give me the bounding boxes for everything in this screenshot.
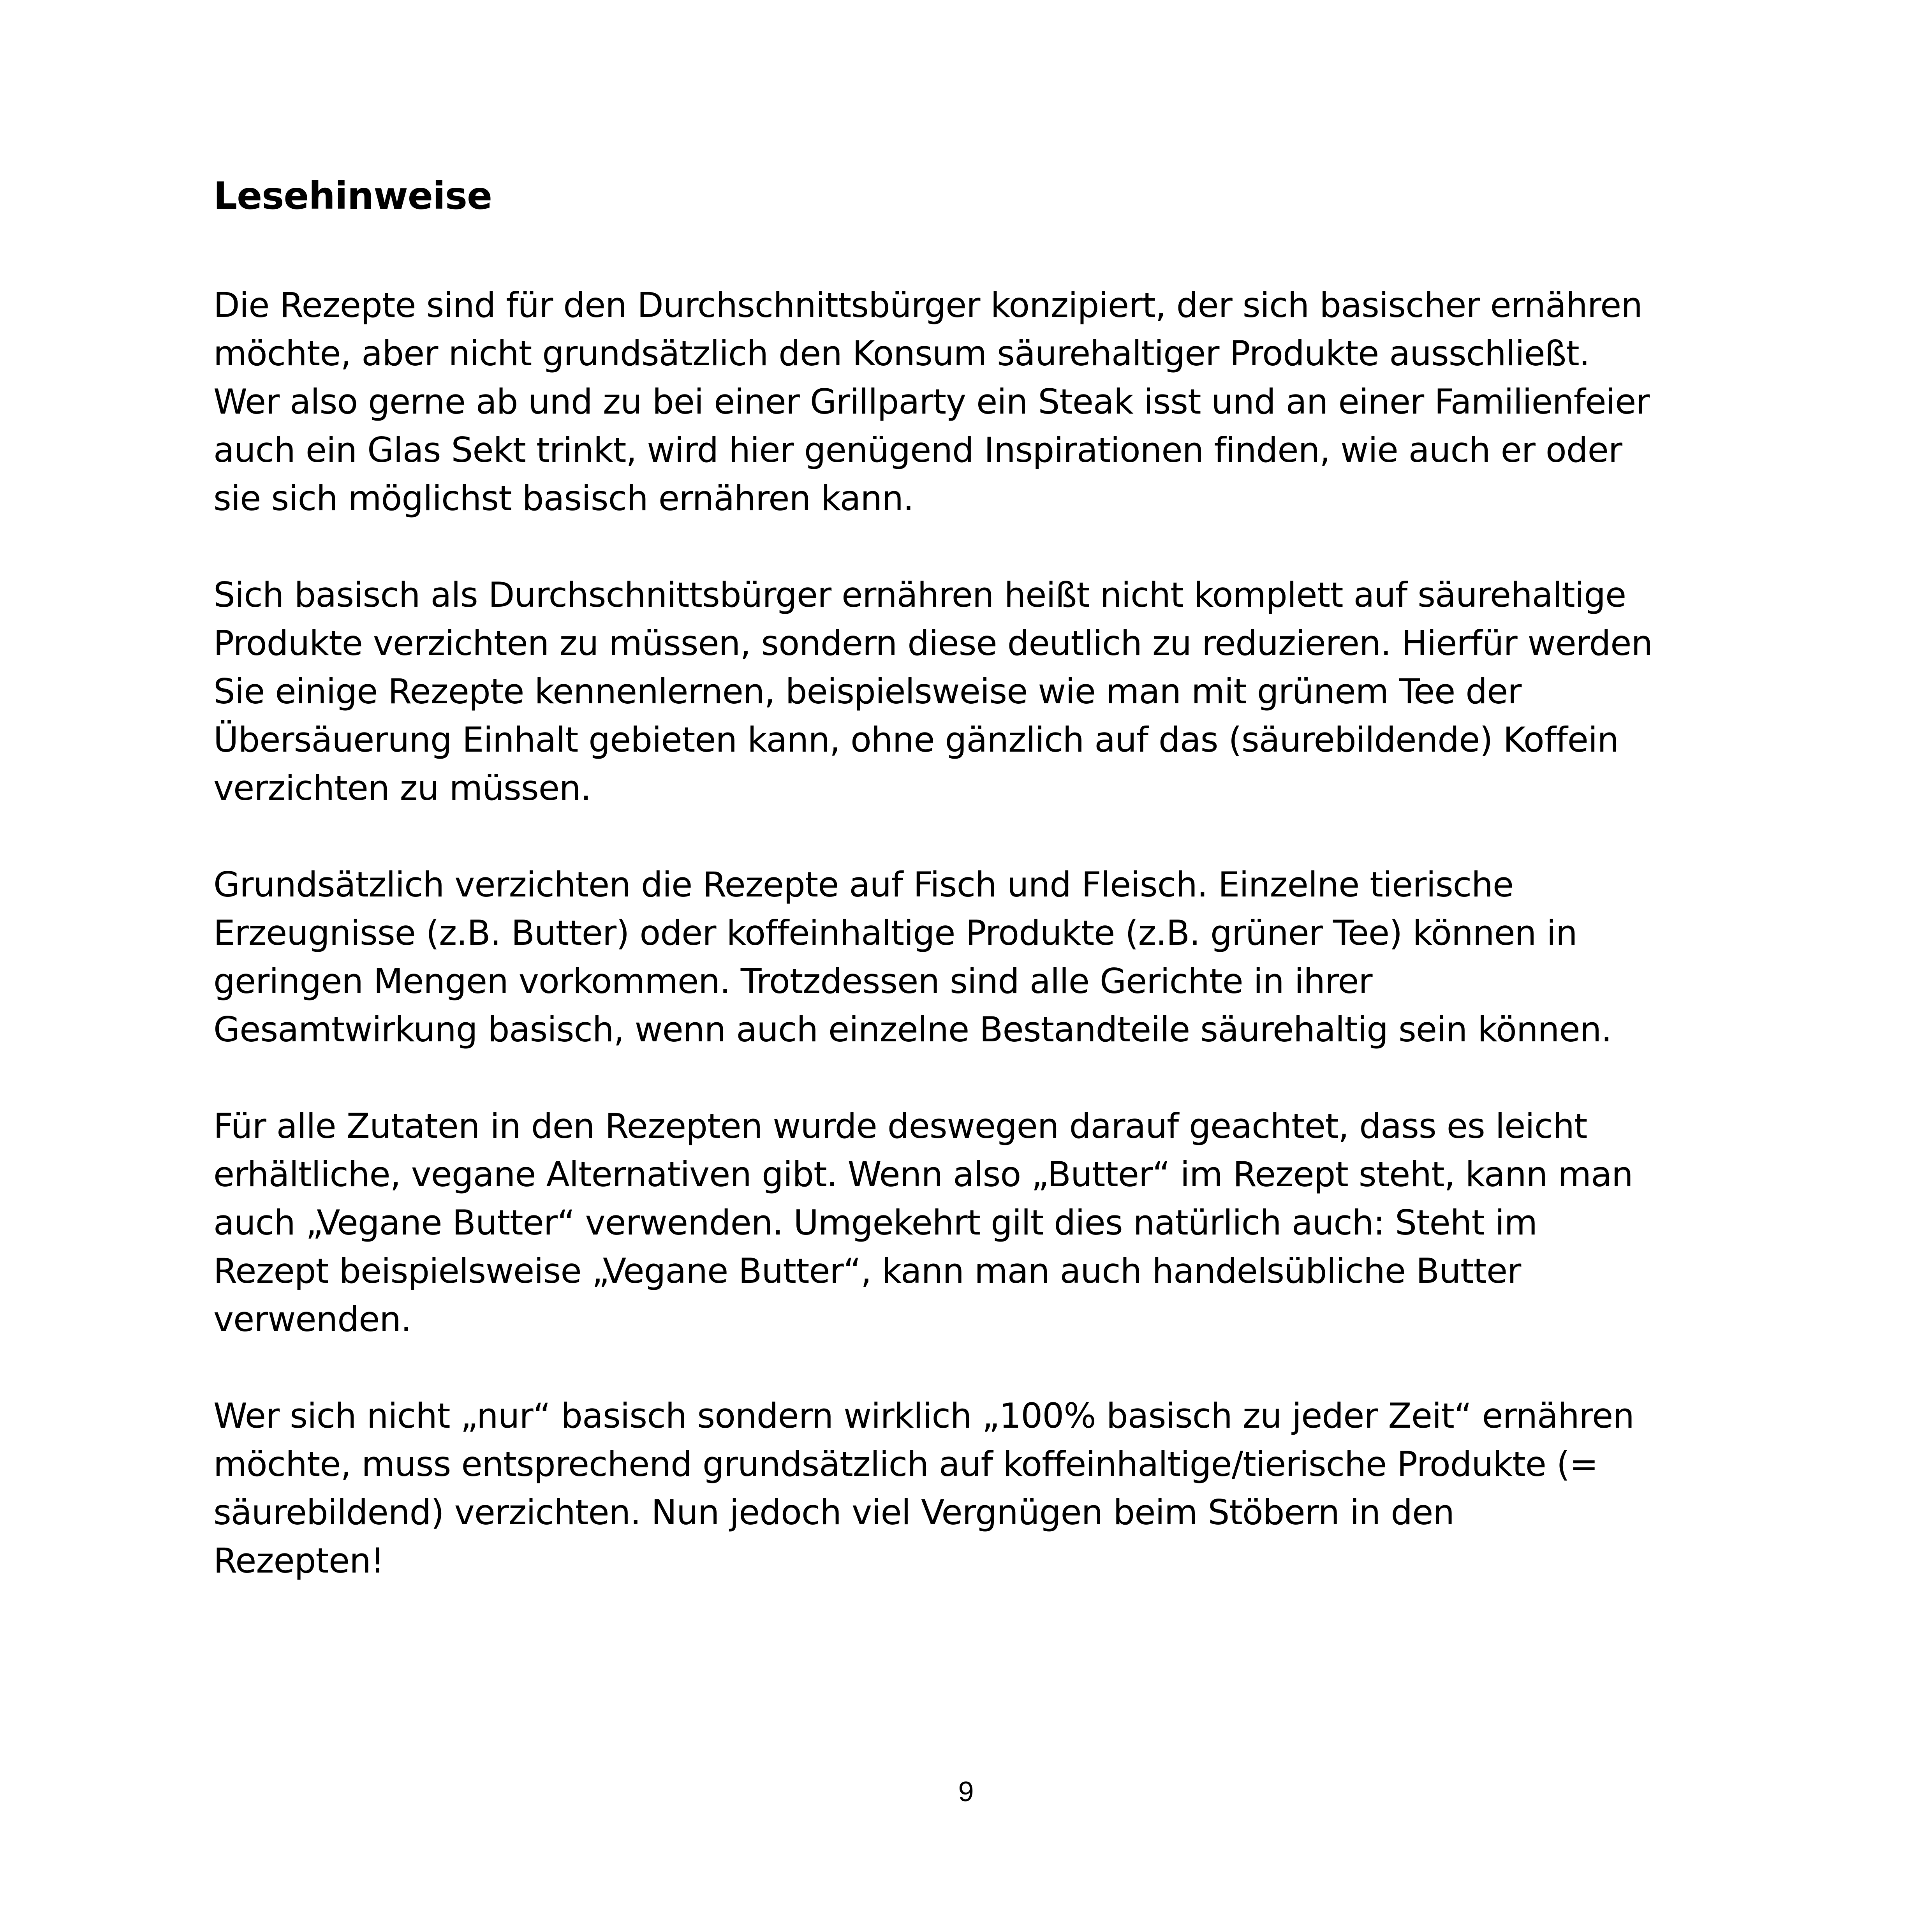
text-line: Übersäuerung Einhalt gebieten kann, ohne gänzlich auf das (säurebildende) Koffein: [213, 720, 1619, 760]
text-line: möchte, aber nicht grundsätzlich den Konsum säurehaltiger Produkte ausschließt.: [213, 333, 1590, 373]
text-line: Erzeugnisse (z.B. Butter) oder koffeinhaltige Produkte (z.B. grüner Tee) können in: [213, 913, 1577, 953]
text-line: Wer also gerne ab und zu bei einer Grillparty ein Steak isst und an einer Familienfeier: [213, 382, 1650, 422]
text-line: geringen Mengen vorkommen. Trotzdessen sind alle Gerichte in ihrer: [213, 961, 1372, 1001]
body-text: [213, 281, 1826, 1633]
text-line: erhältliche, vegane Alternativen gibt. Wenn also „Butter“ im Rezept steht, kann man: [213, 1154, 1633, 1194]
text-line: verzichten zu müssen.: [213, 768, 591, 808]
page-heading: Lesehinweise: [213, 174, 492, 218]
text-line: Grundsätzlich verzichten die Rezepte auf Fisch und Fleisch. Einzelne tierische: [213, 865, 1514, 905]
paragraph-1: [213, 281, 1826, 523]
page-number: 9: [958, 1776, 974, 1807]
text-line: Produkte verzichten zu müssen, sondern diese deutlich zu reduzieren. Hierfür werden: [213, 623, 1653, 663]
paragraph-3: [213, 861, 1826, 1054]
text-line: Sie einige Rezepte kennenlernen, beispielsweise wie man mit grünem Tee der: [213, 671, 1522, 712]
text-line: verwenden.: [213, 1299, 412, 1339]
text-line: Gesamtwirkung basisch, wenn auch einzelne Bestandteile säurehaltig sein können.: [213, 1009, 1612, 1050]
text-line: möchte, muss entsprechend grundsätzlich auf koffeinhaltige/tierische Produkte (=: [213, 1444, 1598, 1484]
text-line: Die Rezepte sind für den Durchschnittsbürger konzipiert, der sich basischer ernähren: [213, 285, 1642, 325]
text-line: Rezepten!: [213, 1541, 384, 1581]
paragraph-2: [213, 571, 1826, 812]
paragraph-4: [213, 1102, 1826, 1344]
text-line: sie sich möglichst basisch ernähren kann.: [213, 478, 914, 518]
text-line: auch ein Glas Sekt trinkt, wird hier genügend Inspirationen finden, wie auch er oder: [213, 430, 1622, 470]
text-line: Rezept beispielsweise „Vegane Butter“, kann man auch handelsübliche Butter: [213, 1251, 1521, 1291]
text-line: Für alle Zutaten in den Rezepten wurde deswegen darauf geachtet, dass es leicht: [213, 1106, 1587, 1146]
paragraph-5: [213, 1392, 1826, 1585]
text-line: auch „Vegane Butter“ verwenden. Umgekehrt gilt dies natürlich auch: Steht im: [213, 1203, 1537, 1243]
text-line: säurebildend) verzichten. Nun jedoch viel Vergnügen beim Stöbern in den: [213, 1492, 1455, 1532]
text-line: Wer sich nicht „nur“ basisch sondern wirklich „100% basisch zu jeder Zeit“ ernähren: [213, 1396, 1634, 1436]
text-line: Sich basisch als Durchschnittsbürger ernähren heißt nicht komplett auf säurehaltige: [213, 575, 1626, 615]
